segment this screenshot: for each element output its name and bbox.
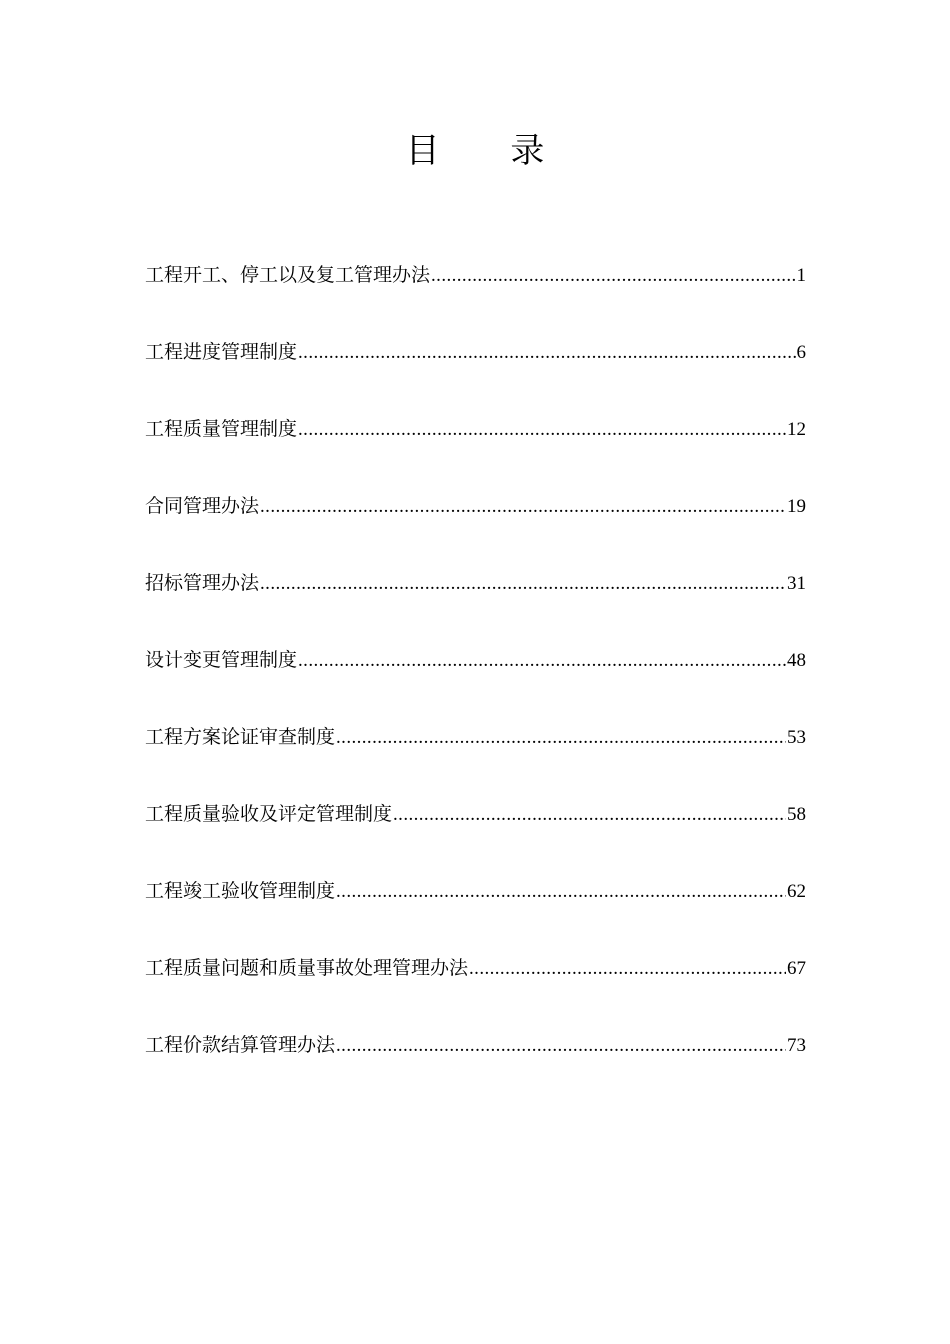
toc-entry[interactable] xyxy=(145,1026,806,1103)
toc-dot-leader xyxy=(336,1027,786,1065)
toc-dot-leader xyxy=(298,642,786,680)
toc-entry[interactable] xyxy=(145,256,806,333)
toc-page-number: 1 xyxy=(796,265,806,286)
toc-page-number: 67 xyxy=(787,958,806,979)
toc-entry[interactable] xyxy=(145,564,806,641)
toc-entry-title: 工程方案论证审查制度 xyxy=(145,726,336,748)
toc-entry-title: 工程质量管理制度 xyxy=(145,418,298,440)
toc-entry-title: 工程质量验收及评定管理制度 xyxy=(145,803,393,825)
toc-entry-title: 工程竣工验收管理制度 xyxy=(145,880,336,902)
toc-page-number: 48 xyxy=(787,650,806,671)
toc-entry-title: 工程价款结算管理办法 xyxy=(145,1034,336,1056)
toc-page-number: 6 xyxy=(796,342,806,363)
toc-dot-leader xyxy=(260,565,786,603)
toc-entry[interactable] xyxy=(145,795,806,872)
toc-entry-title: 工程进度管理制度 xyxy=(145,341,298,363)
toc-dot-leader xyxy=(336,873,786,911)
toc-entry-title: 设计变更管理制度 xyxy=(145,649,298,671)
toc-entry-title: 工程质量问题和质量事故处理管理办法 xyxy=(145,957,469,979)
toc-page-number: 73 xyxy=(787,1035,806,1056)
toc-page-number: 62 xyxy=(787,881,806,902)
toc-page-number: 19 xyxy=(787,496,806,517)
toc-entry[interactable] xyxy=(145,718,806,795)
toc-dot-leader xyxy=(298,411,786,449)
toc-dot-leader xyxy=(431,257,795,295)
toc-entry[interactable] xyxy=(145,487,806,564)
toc-entry[interactable] xyxy=(145,333,806,410)
toc-entry-title: 招标管理办法 xyxy=(145,572,260,594)
toc-page-number: 12 xyxy=(787,419,806,440)
toc-dot-leader xyxy=(469,950,786,988)
toc-list xyxy=(145,256,806,1103)
toc-dot-leader xyxy=(260,488,786,526)
toc-page-number: 53 xyxy=(787,727,806,748)
toc-entry[interactable] xyxy=(145,641,806,718)
toc-entry[interactable] xyxy=(145,949,806,1026)
toc-entry[interactable] xyxy=(145,410,806,487)
toc-entry[interactable] xyxy=(145,872,806,949)
toc-dot-leader xyxy=(393,796,786,834)
toc-page-number: 31 xyxy=(787,573,806,594)
toc-page-number: 58 xyxy=(787,804,806,825)
toc-title: 目 录 xyxy=(405,131,575,171)
toc-entry-title: 合同管理办法 xyxy=(145,495,260,517)
toc-entry-title: 工程开工、停工以及复工管理办法 xyxy=(145,264,431,286)
toc-dot-leader xyxy=(298,334,795,372)
toc-dot-leader xyxy=(336,719,786,757)
